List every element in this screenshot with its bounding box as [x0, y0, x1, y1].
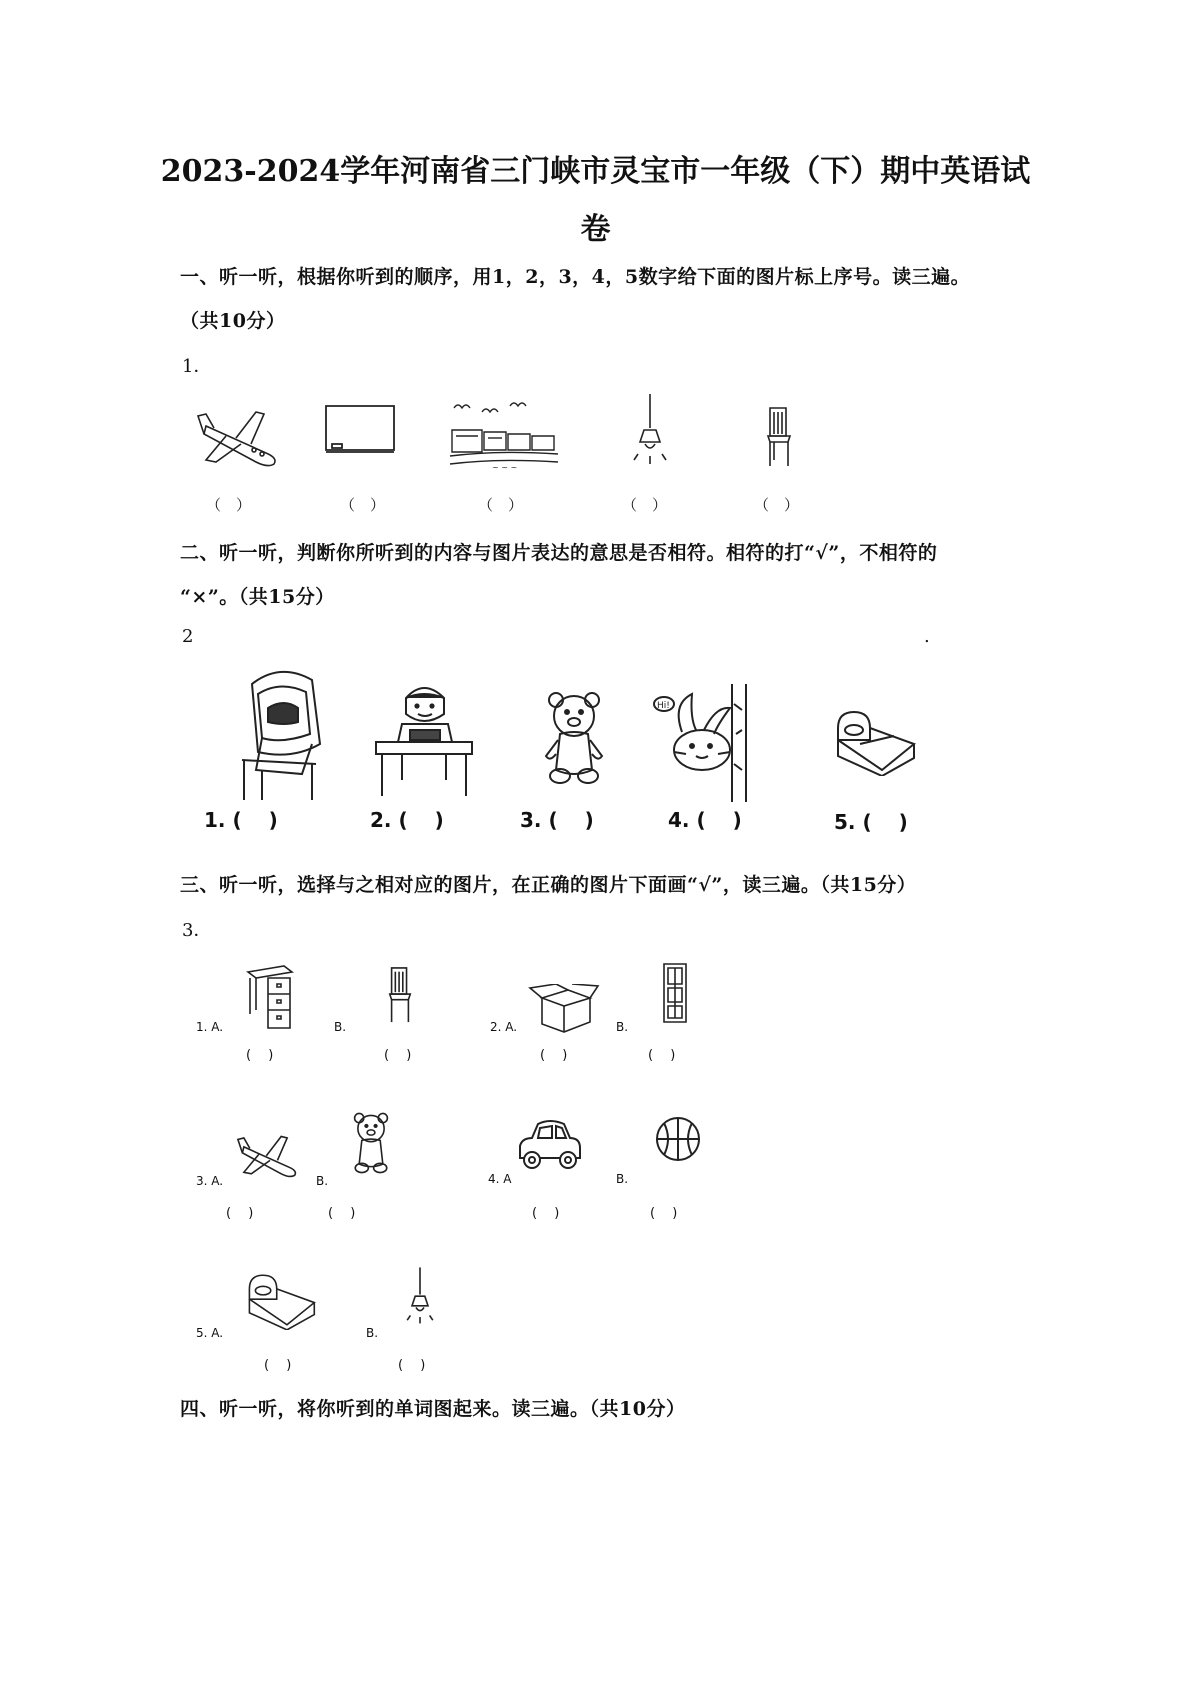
q3-item4-b-paren[interactable]: ( )	[650, 1206, 678, 1221]
bed-icon	[834, 706, 916, 776]
section-2-points: “×”。（共15分）	[180, 586, 335, 608]
blackboard-icon	[324, 404, 396, 456]
lamp-icon	[404, 1264, 436, 1330]
question-2-dot: .	[924, 626, 930, 647]
q3-item4-b-label: B.	[616, 1172, 629, 1186]
q2-label-3[interactable]: 3. ( )	[520, 808, 594, 832]
q3-item3-b-label: B.	[316, 1174, 329, 1188]
exam-title-line2: 卷	[580, 212, 611, 247]
speech-bubble-text: Hi!	[657, 701, 670, 711]
svg-text:~ ~ ~: ~ ~ ~	[492, 463, 518, 472]
section-1-points: （共10分）	[180, 310, 286, 332]
q1-paren-1[interactable]: （ ）	[206, 496, 252, 514]
q3-item1-b-label: B.	[334, 1020, 347, 1034]
q2-label-5[interactable]: 5. ( )	[834, 810, 908, 834]
desk-icon	[244, 964, 296, 1030]
question-1-number: 1．	[182, 356, 212, 377]
q3-item2-a-paren[interactable]: ( )	[540, 1048, 568, 1063]
q1-paren-4[interactable]: （ ）	[622, 496, 668, 514]
q1-paren-2[interactable]: （ ）	[340, 496, 386, 514]
section-3-heading: 三、听一听，选择与之相对应的图片，在正确的图片下面画“√”，读三遍。（共15分）	[180, 874, 917, 896]
chair-icon	[764, 406, 794, 468]
q3-item2-a-label: 2. A.	[490, 1020, 518, 1034]
q3-item2-b-paren[interactable]: ( )	[648, 1048, 676, 1063]
q2-label-4[interactable]: 4. ( )	[668, 808, 742, 832]
q2-label-2[interactable]: 2. ( )	[370, 808, 444, 832]
teddy-bear-icon	[350, 1110, 392, 1176]
q3-item1-b-paren[interactable]: ( )	[384, 1048, 412, 1063]
boy-at-desk-icon	[372, 680, 476, 798]
ball-icon	[654, 1114, 702, 1164]
exam-title-line1: 2023-2024学年河南省三门峡市灵宝市一年级（下）期中英语试	[160, 154, 1031, 189]
q1-paren-3[interactable]: （ ）	[478, 496, 524, 514]
chair-icon	[386, 966, 414, 1024]
q3-item5-a-paren[interactable]: ( )	[264, 1358, 292, 1373]
q3-item5-b-label: B.	[366, 1326, 379, 1340]
q3-item4-a-label: 4. A	[488, 1172, 512, 1186]
box-icon	[528, 984, 600, 1034]
bed-icon	[246, 1270, 316, 1330]
teddy-bear-icon	[542, 690, 606, 786]
q3-item3-a-paren[interactable]: ( )	[226, 1206, 254, 1221]
train-icon	[448, 400, 560, 472]
door-icon	[662, 962, 688, 1024]
section-1-heading: 一、听一听，根据你听到的顺序，用1，2，3，4，5数字给下面的图片标上序号。读三遍。	[180, 266, 971, 288]
plane-icon	[236, 1126, 304, 1182]
lamp-icon	[630, 392, 670, 470]
q3-item2-b-label: B.	[616, 1020, 629, 1034]
rabbit-behind-tree-icon	[652, 684, 750, 802]
q2-label-1[interactable]: 1. ( )	[204, 808, 278, 832]
q1-paren-5[interactable]: （ ）	[754, 496, 800, 514]
q3-item1-a-paren[interactable]: ( )	[246, 1048, 274, 1063]
q3-item4-a-paren[interactable]: ( )	[532, 1206, 560, 1221]
car-icon	[516, 1118, 584, 1172]
section-2-heading: 二、听一听，判断你所听到的内容与图片表达的意思是否相符。相符的打“√”，不相符的	[180, 542, 938, 564]
section-4-heading: 四、听一听，将你听到的单词图起来。读三遍。（共10分）	[180, 1398, 686, 1420]
car-seat-icon	[232, 664, 328, 802]
q3-item3-b-paren[interactable]: ( )	[328, 1206, 356, 1221]
q3-item5-a-label: 5. A.	[196, 1326, 224, 1340]
q3-item3-a-label: 3. A.	[196, 1174, 224, 1188]
plane-icon	[196, 398, 286, 473]
question-2-number: 2	[182, 626, 194, 647]
q3-item1-a-label: 1. A.	[196, 1020, 224, 1034]
question-3-number: 3．	[182, 920, 212, 941]
q3-item5-b-paren[interactable]: ( )	[398, 1358, 426, 1373]
